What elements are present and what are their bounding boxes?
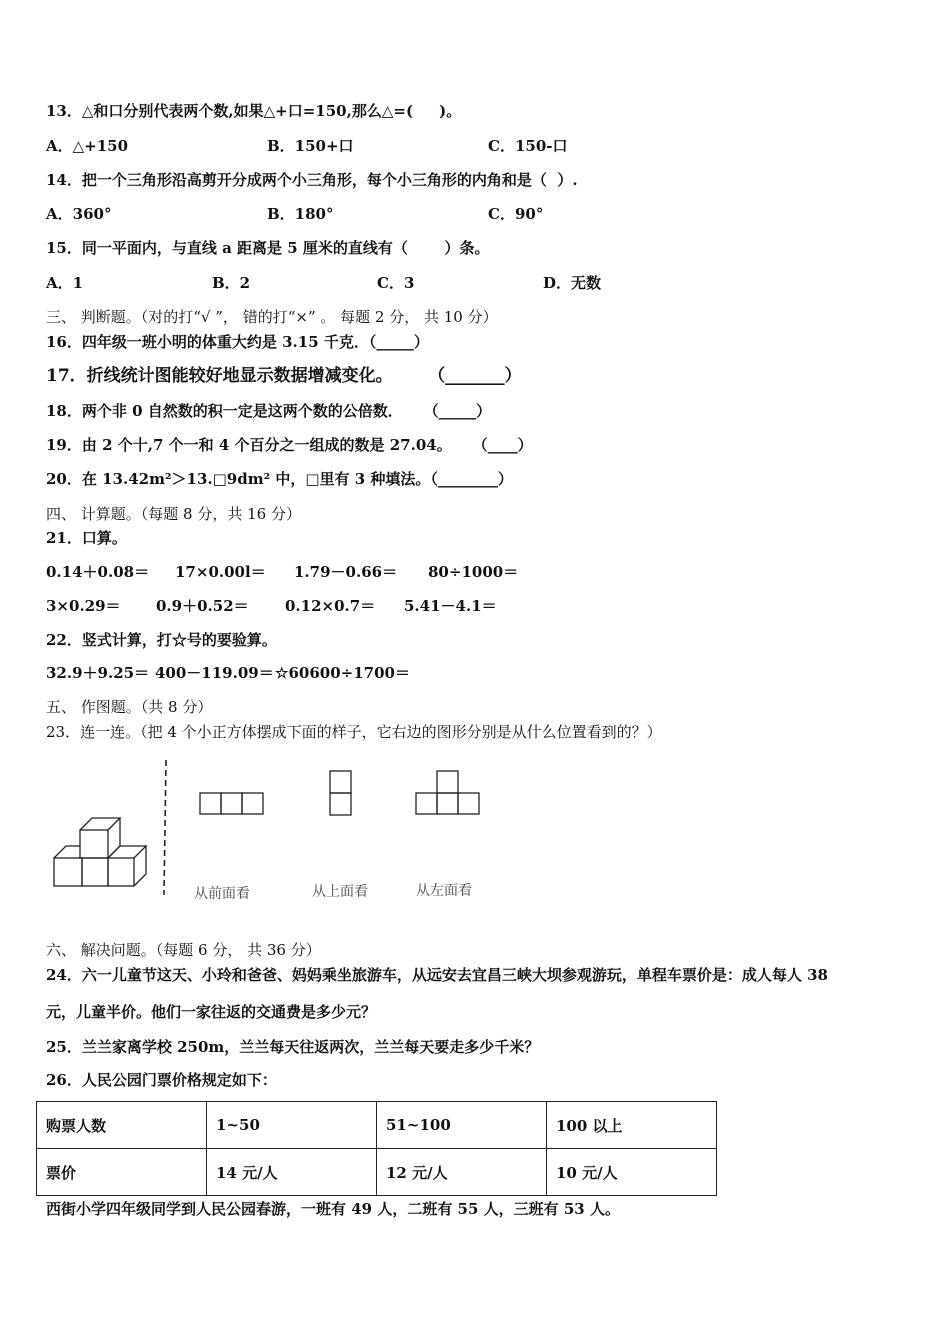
table-cell: 1~50: [207, 1102, 377, 1149]
table-cell: 购票人数: [37, 1102, 207, 1149]
q23-figure: [40, 755, 500, 915]
q14-option-c: C．90°: [488, 205, 544, 223]
q21-item: 17×0.00l＝: [175, 563, 266, 581]
q15-option-a: A．1: [46, 274, 84, 292]
q21-item: 0.12×0.7＝: [285, 597, 376, 615]
q20: 20．在 13.42m²＞13.□9dm² 中，□里有 3 种填法。（________）: [46, 470, 513, 488]
table-cell: 14 元/人: [207, 1149, 377, 1196]
q15-option-b: B．2: [212, 274, 251, 292]
table-row: [37, 1149, 717, 1196]
q13-option-a: A．△+150: [46, 137, 129, 155]
q19: 19．由 2 个十,7 个一和 4 个百分之一组成的数是 27.04。 （____）: [46, 436, 533, 454]
q21-item: 80÷1000＝: [428, 563, 519, 581]
q13-option-b: B．150+口: [267, 137, 354, 155]
left-view-shape: [416, 771, 479, 814]
q15-option-c: C．3: [377, 274, 415, 292]
section-3-heading: 三、 判断题。（对的打“√ ”， 错的打“×” 。 每题 2 分， 共 10 分）: [46, 308, 498, 326]
q13-option-c: C．150-口: [488, 137, 568, 155]
q22-item: 400－119.09＝: [155, 664, 274, 682]
price-table: [36, 1101, 717, 1196]
label-front-view: 从前面看: [194, 886, 250, 902]
q13-stem: 13．△和口分别代表两个数,如果△+口=150,那么△=( )。: [46, 102, 462, 120]
top-view-shape: [330, 771, 351, 815]
table-cell: 12 元/人: [377, 1149, 547, 1196]
q15-option-d: D．无数: [543, 274, 602, 292]
q22-stem: 22．竖式计算，打☆号的要验算。: [46, 631, 277, 649]
q24-line-1: 24．六一儿童节这天、小玲和爸爸、妈妈乘坐旅游车，从远安去宜昌三峡大坝参观游玩，单程车票价是：成人每人 38: [46, 966, 828, 984]
q25: 25．兰兰家离学校 250m，兰兰每天往返两次，兰兰每天要走多少千米？: [46, 1038, 540, 1056]
label-top-view: 从上面看: [312, 884, 368, 900]
q16: 16．四年级一班小明的体重大约是 3.15 千克．（_____）: [46, 333, 429, 351]
label-left-view: 从左面看: [416, 883, 472, 899]
dashed-divider: [164, 760, 166, 895]
q24-line-2: 元，儿童半价。他们一家往返的交通费是多少元？: [46, 1003, 377, 1021]
q17: 17．折线统计图能较好地显示数据增减变化。 （_______）: [46, 366, 522, 386]
q26-stem: 26．人民公园门票价格规定如下：: [46, 1071, 277, 1089]
q15-stem: 15．同一平面内，与直线 a 距离是 5 厘米的直线有（ ）条。: [46, 239, 490, 257]
table-cell: 10 元/人: [547, 1149, 717, 1196]
q22-item: ☆60600÷1700＝: [275, 664, 410, 682]
front-view-shape: [200, 793, 263, 814]
table-row: [37, 1102, 717, 1149]
q21-item: 0.14＋0.08＝: [46, 563, 150, 581]
section-4-heading: 四、 计算题。（每题 8 分，共 16 分）: [46, 505, 301, 523]
q14-option-a: A．360°: [46, 205, 112, 223]
q21-item: 1.79－0.66＝: [294, 563, 398, 581]
table-cell: 100 以上: [547, 1102, 717, 1149]
q21-stem: 21．口算。: [46, 529, 127, 547]
table-cell: 51~100: [377, 1102, 547, 1149]
q26-context: 西街小学四年级同学到人民公园春游，一班有 49 人，二班有 55 人，三班有 53 人。: [46, 1200, 620, 1218]
q23-stem: 23．连一连。（把 4 个小正方体摆成下面的样子，它右边的图形分别是从什么位置看到的？）: [46, 723, 662, 741]
q14-stem: 14．把一个三角形沿高剪开分成两个小三角形，每个小三角形的内角和是（ ）.: [46, 171, 578, 189]
table-cell: 票价: [37, 1149, 207, 1196]
q14-option-b: B．180°: [267, 205, 334, 223]
q21-item: 0.9＋0.52＝: [156, 597, 249, 615]
section-5-heading: 五、 作图题。（共 8 分）: [46, 698, 213, 716]
q18: 18．两个非 0 自然数的积一定是这两个数的公倍数． （_____）: [46, 402, 492, 420]
section-6-heading: 六、 解决问题。（每题 6 分， 共 36 分）: [46, 941, 321, 959]
cube-stack-drawing: [54, 818, 146, 886]
q21-item: 3×0.29＝: [46, 597, 121, 615]
q22-item: 32.9＋9.25＝: [46, 664, 150, 682]
q21-item: 5.41－4.1＝: [404, 597, 497, 615]
